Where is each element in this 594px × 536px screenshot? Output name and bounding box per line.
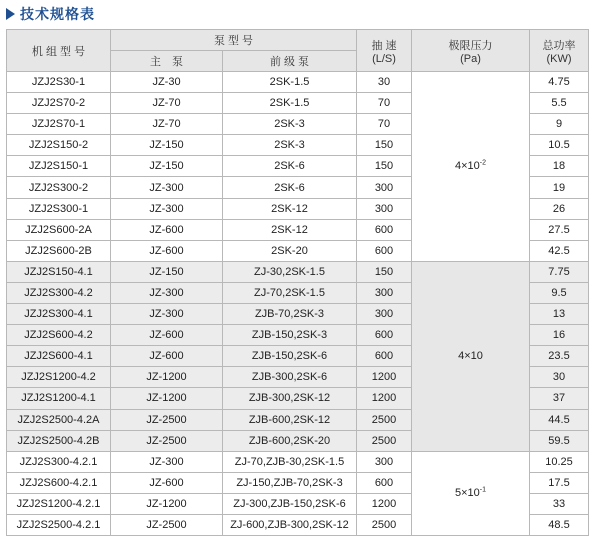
cell-power: 5.5 bbox=[530, 93, 589, 114]
pressure-base: 5×10 bbox=[454, 487, 480, 500]
spec-table-body bbox=[7, 72, 589, 536]
cell-power: 9.5 bbox=[530, 282, 589, 303]
cell-speed: 30 bbox=[357, 72, 412, 93]
header-pressure bbox=[412, 30, 530, 72]
cell-fore-pump: ZJB-300,2SK-12 bbox=[223, 388, 357, 409]
cell-fore-pump: 2SK-3 bbox=[223, 135, 357, 156]
cell-speed: 1200 bbox=[357, 388, 412, 409]
spec-table bbox=[6, 29, 589, 536]
header-pressure-unit: (Pa) bbox=[460, 52, 481, 65]
header-model: 机 组 型 号 bbox=[7, 30, 111, 72]
header-main-pump: 主 泵 bbox=[111, 51, 223, 72]
cell-model: JZJ2S600-4.2 bbox=[7, 325, 111, 346]
cell-main-pump: JZ-300 bbox=[111, 451, 223, 472]
cell-fore-pump: 2SK-6 bbox=[223, 156, 357, 177]
cell-model: JZJ2S1200-4.1 bbox=[7, 388, 111, 409]
cell-model: JZJ2S2500-4.2A bbox=[7, 409, 111, 430]
cell-fore-pump: 2SK-1.5 bbox=[223, 72, 357, 93]
cell-fore-pump: ZJB-70,2SK-3 bbox=[223, 304, 357, 325]
pressure-base: 4×10 bbox=[458, 350, 483, 363]
cell-model: JZJ2S300-4.2 bbox=[7, 282, 111, 303]
cell-speed: 300 bbox=[357, 282, 412, 303]
spec-table-header bbox=[7, 30, 589, 72]
cell-power: 18 bbox=[530, 156, 589, 177]
cell-model: JZJ2S150-4.1 bbox=[7, 261, 111, 282]
cell-model: JZJ2S150-2 bbox=[7, 135, 111, 156]
cell-main-pump: JZ-600 bbox=[111, 346, 223, 367]
cell-fore-pump: 2SK-6 bbox=[223, 177, 357, 198]
cell-main-pump: JZ-300 bbox=[111, 304, 223, 325]
cell-model: JZJ2S600-4.1 bbox=[7, 346, 111, 367]
cell-power: 13 bbox=[530, 304, 589, 325]
cell-model: JZJ2S300-4.1 bbox=[7, 304, 111, 325]
header-power-label: 总功率 bbox=[542, 39, 576, 52]
cell-power: 42.5 bbox=[530, 240, 589, 261]
cell-speed: 2500 bbox=[357, 430, 412, 451]
triangle-bullet-icon bbox=[6, 8, 15, 20]
cell-speed: 150 bbox=[357, 156, 412, 177]
cell-main-pump: JZ-2500 bbox=[111, 409, 223, 430]
cell-main-pump: JZ-30 bbox=[111, 72, 223, 93]
cell-speed: 600 bbox=[357, 346, 412, 367]
cell-fore-pump: ZJ-70,ZJB-30,2SK-1.5 bbox=[223, 451, 357, 472]
cell-main-pump: JZ-300 bbox=[111, 282, 223, 303]
cell-main-pump: JZ-600 bbox=[111, 325, 223, 346]
section-title bbox=[6, 4, 95, 24]
cell-fore-pump: ZJ-150,ZJB-70,2SK-3 bbox=[223, 472, 357, 493]
cell-speed: 70 bbox=[357, 114, 412, 135]
cell-main-pump: JZ-1200 bbox=[111, 388, 223, 409]
cell-model: JZJ2S70-2 bbox=[7, 93, 111, 114]
cell-power: 37 bbox=[530, 388, 589, 409]
cell-main-pump: JZ-600 bbox=[111, 240, 223, 261]
cell-power: 17.5 bbox=[530, 472, 589, 493]
cell-speed: 70 bbox=[357, 93, 412, 114]
cell-fore-pump: 2SK-12 bbox=[223, 219, 357, 240]
cell-fore-pump: ZJB-600,2SK-20 bbox=[223, 430, 357, 451]
cell-power: 27.5 bbox=[530, 219, 589, 240]
cell-fore-pump: ZJ-300,ZJB-150,2SK-6 bbox=[223, 493, 357, 514]
header-speed bbox=[357, 30, 412, 72]
cell-pressure bbox=[412, 261, 530, 451]
cell-power: 23.5 bbox=[530, 346, 589, 367]
cell-speed: 600 bbox=[357, 219, 412, 240]
cell-model: JZJ2S300-4.2.1 bbox=[7, 451, 111, 472]
cell-main-pump: JZ-600 bbox=[111, 219, 223, 240]
cell-power: 33 bbox=[530, 493, 589, 514]
cell-speed: 300 bbox=[357, 177, 412, 198]
header-power bbox=[530, 30, 589, 72]
cell-speed: 150 bbox=[357, 135, 412, 156]
cell-power: 44.5 bbox=[530, 409, 589, 430]
cell-speed: 1200 bbox=[357, 367, 412, 388]
cell-speed: 600 bbox=[357, 325, 412, 346]
cell-speed: 300 bbox=[357, 451, 412, 472]
table-row bbox=[7, 451, 589, 472]
cell-power: 48.5 bbox=[530, 514, 589, 535]
cell-fore-pump: ZJB-600,2SK-12 bbox=[223, 409, 357, 430]
cell-speed: 300 bbox=[357, 304, 412, 325]
section-title-text: 技术规格表 bbox=[20, 6, 95, 22]
cell-model: JZJ2S70-1 bbox=[7, 114, 111, 135]
cell-model: JZJ2S600-2B bbox=[7, 240, 111, 261]
cell-main-pump: JZ-2500 bbox=[111, 514, 223, 535]
cell-model: JZJ2S600-2A bbox=[7, 219, 111, 240]
cell-fore-pump: 2SK-12 bbox=[223, 198, 357, 219]
cell-speed: 600 bbox=[357, 472, 412, 493]
cell-speed: 2500 bbox=[357, 409, 412, 430]
pressure-exponent: -2 bbox=[479, 159, 486, 167]
cell-main-pump: JZ-600 bbox=[111, 472, 223, 493]
cell-speed: 2500 bbox=[357, 514, 412, 535]
header-pump-model: 泵 型 号 bbox=[111, 30, 357, 51]
cell-main-pump: JZ-1200 bbox=[111, 493, 223, 514]
cell-speed: 600 bbox=[357, 240, 412, 261]
header-speed-unit: (L/S) bbox=[372, 52, 396, 65]
cell-main-pump: JZ-300 bbox=[111, 198, 223, 219]
cell-power: 10.25 bbox=[530, 451, 589, 472]
cell-fore-pump: 2SK-3 bbox=[223, 114, 357, 135]
header-speed-label: 抽 速 bbox=[371, 39, 397, 52]
cell-main-pump: JZ-1200 bbox=[111, 367, 223, 388]
cell-fore-pump: 2SK-20 bbox=[223, 240, 357, 261]
cell-fore-pump: ZJ-70,2SK-1.5 bbox=[223, 282, 357, 303]
cell-model: JZJ2S30-1 bbox=[7, 72, 111, 93]
cell-main-pump: JZ-150 bbox=[111, 261, 223, 282]
cell-speed: 150 bbox=[357, 261, 412, 282]
cell-speed: 1200 bbox=[357, 493, 412, 514]
cell-fore-pump: ZJ-600,ZJB-300,2SK-12 bbox=[223, 514, 357, 535]
cell-main-pump: JZ-70 bbox=[111, 114, 223, 135]
cell-main-pump: JZ-70 bbox=[111, 93, 223, 114]
cell-power: 4.75 bbox=[530, 72, 589, 93]
table-row bbox=[7, 72, 589, 93]
cell-fore-pump: ZJB-150,2SK-3 bbox=[223, 325, 357, 346]
cell-power: 10.5 bbox=[530, 135, 589, 156]
cell-model: JZJ2S300-1 bbox=[7, 198, 111, 219]
cell-power: 9 bbox=[530, 114, 589, 135]
cell-power: 30 bbox=[530, 367, 589, 388]
cell-model: JZJ2S150-1 bbox=[7, 156, 111, 177]
cell-pressure bbox=[412, 72, 530, 262]
cell-speed: 300 bbox=[357, 198, 412, 219]
cell-power: 7.75 bbox=[530, 261, 589, 282]
cell-main-pump: JZ-150 bbox=[111, 135, 223, 156]
cell-fore-pump: 2SK-1.5 bbox=[223, 93, 357, 114]
cell-model: JZJ2S300-2 bbox=[7, 177, 111, 198]
cell-main-pump: JZ-150 bbox=[111, 156, 223, 177]
cell-model: JZJ2S2500-4.2B bbox=[7, 430, 111, 451]
header-fore-pump: 前 级 泵 bbox=[223, 51, 357, 72]
pressure-exponent: -1 bbox=[479, 486, 486, 494]
cell-power: 26 bbox=[530, 198, 589, 219]
cell-fore-pump: ZJB-150,2SK-6 bbox=[223, 346, 357, 367]
header-pressure-label: 极限压力 bbox=[448, 39, 493, 52]
cell-main-pump: JZ-300 bbox=[111, 177, 223, 198]
cell-model: JZJ2S1200-4.2 bbox=[7, 367, 111, 388]
pressure-base: 4×10 bbox=[454, 160, 480, 173]
cell-power: 59.5 bbox=[530, 430, 589, 451]
cell-model: JZJ2S2500-4.2.1 bbox=[7, 514, 111, 535]
cell-fore-pump: ZJB-300,2SK-6 bbox=[223, 367, 357, 388]
table-row bbox=[7, 261, 589, 282]
cell-model: JZJ2S1200-4.2.1 bbox=[7, 493, 111, 514]
cell-power: 19 bbox=[530, 177, 589, 198]
cell-pressure bbox=[412, 451, 530, 535]
cell-power: 16 bbox=[530, 325, 589, 346]
cell-fore-pump: ZJ-30,2SK-1.5 bbox=[223, 261, 357, 282]
header-power-unit: (KW) bbox=[546, 52, 572, 65]
cell-model: JZJ2S600-4.2.1 bbox=[7, 472, 111, 493]
cell-main-pump: JZ-2500 bbox=[111, 430, 223, 451]
